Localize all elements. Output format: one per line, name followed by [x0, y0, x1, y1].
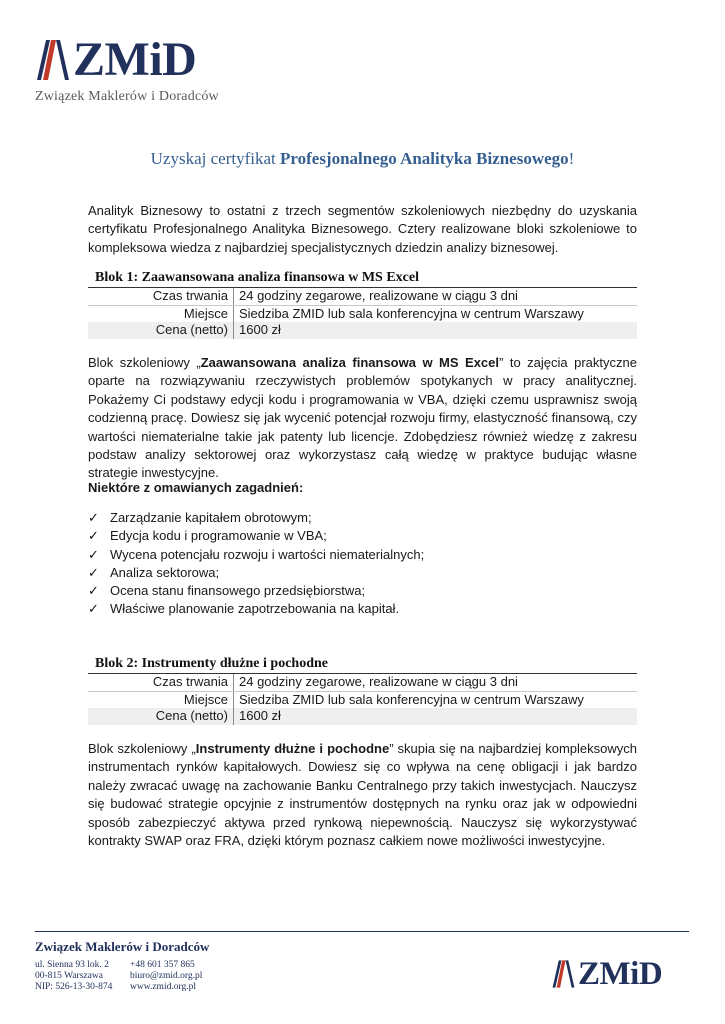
- checkmark-icon: ✓: [88, 583, 99, 599]
- footer-address-line: 00-815 Warszawa: [35, 971, 103, 981]
- page-title: [0, 149, 725, 169]
- footer-address: [35, 960, 112, 993]
- list-item: [88, 600, 637, 618]
- topics-list-section: [88, 509, 637, 619]
- info-value: 24 godziny zegarowe, realizowane w ciągu 3 dni: [234, 674, 638, 691]
- footer-email[interactable]: biuro@zmid.org.pl: [130, 971, 203, 981]
- table-row: [88, 288, 637, 305]
- list-item-text: Właściwe planowanie zapotrzebowania na kapitał.: [110, 601, 400, 617]
- logo-text: ZMiD: [73, 33, 197, 86]
- footer-divider: [35, 931, 689, 932]
- checkmark-icon: ✓: [88, 528, 99, 544]
- info-value: Siedziba ZMID lub sala konferencyjna w centrum Warszawy: [239, 305, 584, 321]
- list-item: [88, 509, 637, 527]
- list-item-text: Zarządzanie kapitałem obrotowym;: [110, 510, 312, 525]
- footer-address-line: ul. Sienna 93 lok. 2: [35, 960, 109, 970]
- info-label: Cena (netto): [88, 708, 234, 725]
- info-label: Miejsce: [88, 691, 234, 708]
- info-value: Siedziba ZMID lub sala konferencyjna w centrum Warszawy: [239, 691, 584, 707]
- footer-organization-name: Związek Maklerów i Doradców: [35, 939, 210, 954]
- intro-section: [88, 202, 637, 257]
- info-label: Cena (netto): [88, 322, 234, 339]
- list-item-text: Ocena stanu finansowego przedsiębiorstwa;: [110, 583, 366, 599]
- footer-phone: +48 601 357 865: [130, 960, 195, 970]
- intro-paragraph: Analityk Biznesowy to ostatni z trzech segmentów szkoleniowych niezbędny do uzyskania certyfikatu Profesjonalnego Analityka Biznesowego. Cztery realizowane bloki szkoleniowe to kompleksowa wiedza z najbardziej specjalistycznych dziedzin analizy biznesowej.: [88, 203, 637, 255]
- checkmark-icon: ✓: [88, 601, 99, 617]
- title-suffix: !: [568, 149, 575, 168]
- block1-paragraph: [88, 354, 637, 483]
- list-item: [88, 546, 637, 564]
- table-row: [88, 691, 637, 708]
- desc-open-quote: Blok szkoleniowy „: [88, 741, 196, 756]
- block2-description: [88, 740, 637, 850]
- table-row: [88, 305, 637, 322]
- list-item: [88, 527, 637, 545]
- footer-address-line: NIP: 526-13-30-874: [35, 982, 113, 992]
- list-item: [88, 582, 637, 600]
- list-item-text: Edycja kodu i programowanie w VBA;: [110, 528, 327, 544]
- info-label: Miejsce: [88, 305, 234, 322]
- title-bold: Profesjonalnego Analityka Biznesowego: [279, 149, 569, 168]
- desc-rest: ” skupia się na najbardziej kompleksowych instrumentach rynków kapitałowych. Dowiesz się co wpływa na cenę obligacji i jak bardzo należy zwracać uwagę na zachowanie Banku Centralnego przy takich inwestycjach. Nauczysz się budować strategie opcyjnie z instrumentów dostępnych na rynku oraz jak w odpowiedni sposób zabezpieczyć aktywa przed rynkową niepewnością. Nauczysz się wykorzystywać kontrakty SWAP oraz FRA, dzięki którym poznasz całkiem nowe możliwości inwestycyjne.: [88, 741, 637, 849]
- desc-open-quote: Blok szkoleniowy „: [88, 355, 201, 370]
- table-row: [88, 322, 637, 339]
- zmid-logo-mark-icon: [551, 959, 576, 989]
- footer-logo-text: ZMiD: [578, 956, 663, 992]
- list-item: [88, 564, 637, 582]
- block1-description: [88, 354, 637, 483]
- logo-subtitle: Związek Maklerów i Doradców: [35, 89, 219, 104]
- footer-logo: [551, 958, 662, 990]
- block1-info-table: [88, 288, 637, 339]
- checkmark-icon: ✓: [88, 510, 99, 525]
- desc-bold: Instrumenty dłużne i pochodne: [195, 741, 390, 756]
- block2-title: Blok 2: Instrumenty dłużne i pochodne: [95, 656, 328, 671]
- footer-website[interactable]: www.zmid.org.pl: [130, 982, 196, 992]
- info-label: Czas trwania: [88, 288, 234, 305]
- info-label: Czas trwania: [88, 674, 234, 691]
- block1-title: Blok 1: Zaawansowana analiza finansowa w MS Excel: [95, 270, 419, 285]
- zmid-logo-mark-icon: [35, 38, 71, 82]
- checkmark-icon: ✓: [88, 546, 99, 562]
- topics-list: [88, 509, 637, 619]
- title-prefix: Uzyskaj certyfikat: [150, 149, 280, 168]
- info-value: 1600 zł: [234, 708, 638, 725]
- table-row: [88, 708, 637, 725]
- block2-paragraph: [88, 740, 637, 850]
- header-logo: [35, 33, 235, 105]
- desc-bold: Zaawansowana analiza finansowa w MS Excel: [200, 355, 500, 370]
- topics-heading: Niektóre z omawianych zagadnień:: [88, 480, 304, 495]
- footer-contact: [130, 960, 202, 993]
- info-value: 24 godziny zegarowe, realizowane w ciągu 3 dni: [234, 288, 638, 305]
- checkmark-icon: ✓: [88, 564, 99, 580]
- table-row: [88, 674, 637, 691]
- block2-info-table: [88, 674, 637, 725]
- desc-rest: ” to zajęcia praktyczne oparte na rozwiązywaniu rzeczywistych problemów spotykanych w pracy analitycznej. Pokażemy Ci podstawy edycji kodu i programowania w VBA, dzięki czemu usprawnisz swoją codzienną pracę. Dowiesz się jak wycenić potencjał rozwoju firmy, elastyczność finansową, czy wartości niematerialne takie jak patenty lub licencje. Zdobędziesz również wiedzę z zakresu podstaw analizy sektorowej oraz wykorzystasz całą wiedzę w praktyce budując własne strategie inwestycyjne.: [88, 355, 637, 481]
- list-item-text: Analiza sektorowa;: [110, 564, 220, 580]
- info-value: 1600 zł: [234, 322, 638, 339]
- list-item-text: Wycena potencjału rozwoju i wartości niematerialnych;: [110, 546, 425, 562]
